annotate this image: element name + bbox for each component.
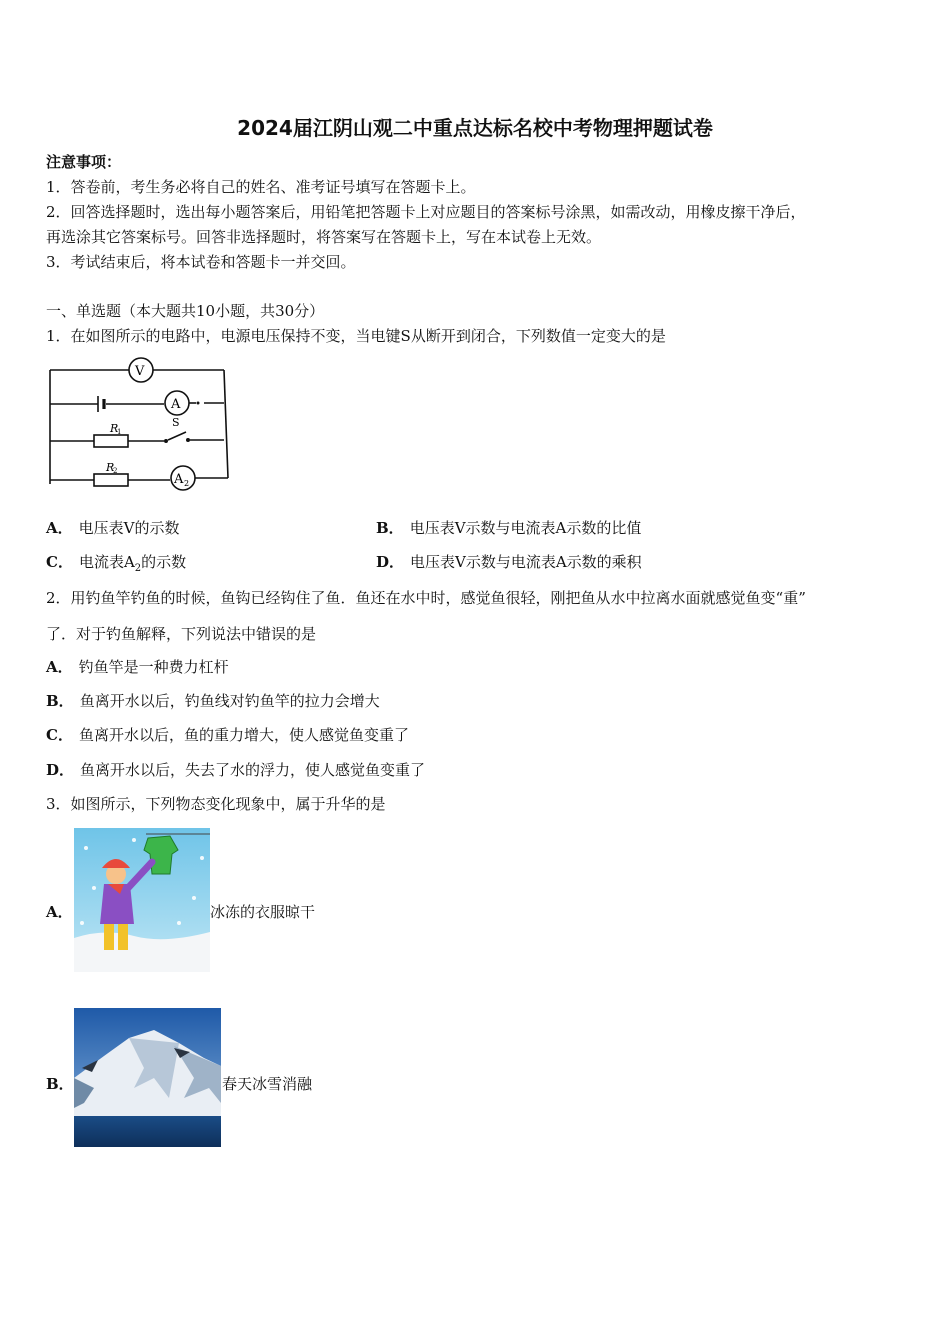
notice-item: 2．回答选择题时，选出每小题答案后，用铅笔把答题卡上对应题目的答案标号涂黑，如需改动，用橡皮擦干净后， [46, 203, 806, 221]
r1-label: R [110, 422, 119, 435]
question-2-stem-cont: 了．对于钓鱼解释，下列说法中错误的是 [46, 625, 317, 643]
option-d[interactable]: D． 鱼离开水以后，失去了水的浮力，使人感觉鱼变重了 [46, 761, 426, 779]
option-a-text: 冰冻的衣服晾干 [210, 903, 316, 921]
section-heading: 一、单选题（本大题共10小题，共30分） [46, 302, 325, 320]
option-a[interactable]: A． 电压表V的示数 [46, 519, 180, 537]
r1-subscript: 1 [117, 428, 122, 436]
notice-heading: 注意事项： [46, 153, 122, 171]
option-b-text: 春天冰雪消融 [222, 1075, 313, 1093]
notice-item: 再选涂其它答案标号。回答非选择题时，将答案写在答题卡上，写在本试卷上无效。 [46, 228, 602, 246]
option-d[interactable]: D． 电压表V示数与电流表A示数的乘积 [376, 553, 642, 571]
ammeter-label: A [171, 397, 181, 412]
page-title: 2024届江阴山观二中重点达标名校中考物理押题试卷 [237, 116, 713, 140]
option-b[interactable]: B． 电压表V示数与电流表A示数的比值 [376, 519, 642, 537]
ammeter2-label: A [174, 472, 184, 487]
question-3-stem: 3．如图所示，下列物态变化现象中，属于升华的是 [46, 795, 386, 813]
option-c[interactable]: C． 电流表$A_2$的示数 [46, 553, 187, 574]
ammeter2-subscript: 2 [184, 479, 190, 488]
question-1-stem: 1．在如图所示的电路中，电源电压保持不变，当电键S从断开到闭合，下列数值一定变大的是 [46, 327, 666, 345]
notice-item: 1．答卷前，考生务必将自己的姓名、准考证号填写在答题卡上。 [46, 178, 476, 196]
option-c[interactable]: C． 鱼离开水以后，鱼的重力增大，使人感觉鱼变重了 [46, 726, 409, 744]
notice-item: 3．考试结束后，将本试卷和答题卡一并交回。 [46, 253, 356, 271]
question-2-stem: 2．用钓鱼竿钓鱼的时候，鱼钩已经钩住了鱼．鱼还在水中时，感觉鱼很轻，刚把鱼从水中拉离水面就感觉鱼变“重” [46, 589, 806, 607]
r2-subscript: 2 [113, 467, 118, 475]
circuit-diagram [46, 356, 236, 492]
switch-label: S [172, 416, 180, 429]
option-b-label[interactable]: B． [46, 1075, 74, 1093]
option-a[interactable]: A． 钓鱼竿是一种费力杠杆 [46, 658, 229, 676]
option-b[interactable]: B． 鱼离开水以后，钓鱼线对钓鱼竿的拉力会增大 [46, 692, 380, 710]
voltmeter-label: V [135, 364, 145, 379]
frozen-clothes-illustration [74, 828, 210, 972]
option-a-label[interactable]: A． [46, 903, 73, 921]
r2-label: R [106, 461, 115, 474]
snow-mountain-photo [74, 1008, 221, 1147]
